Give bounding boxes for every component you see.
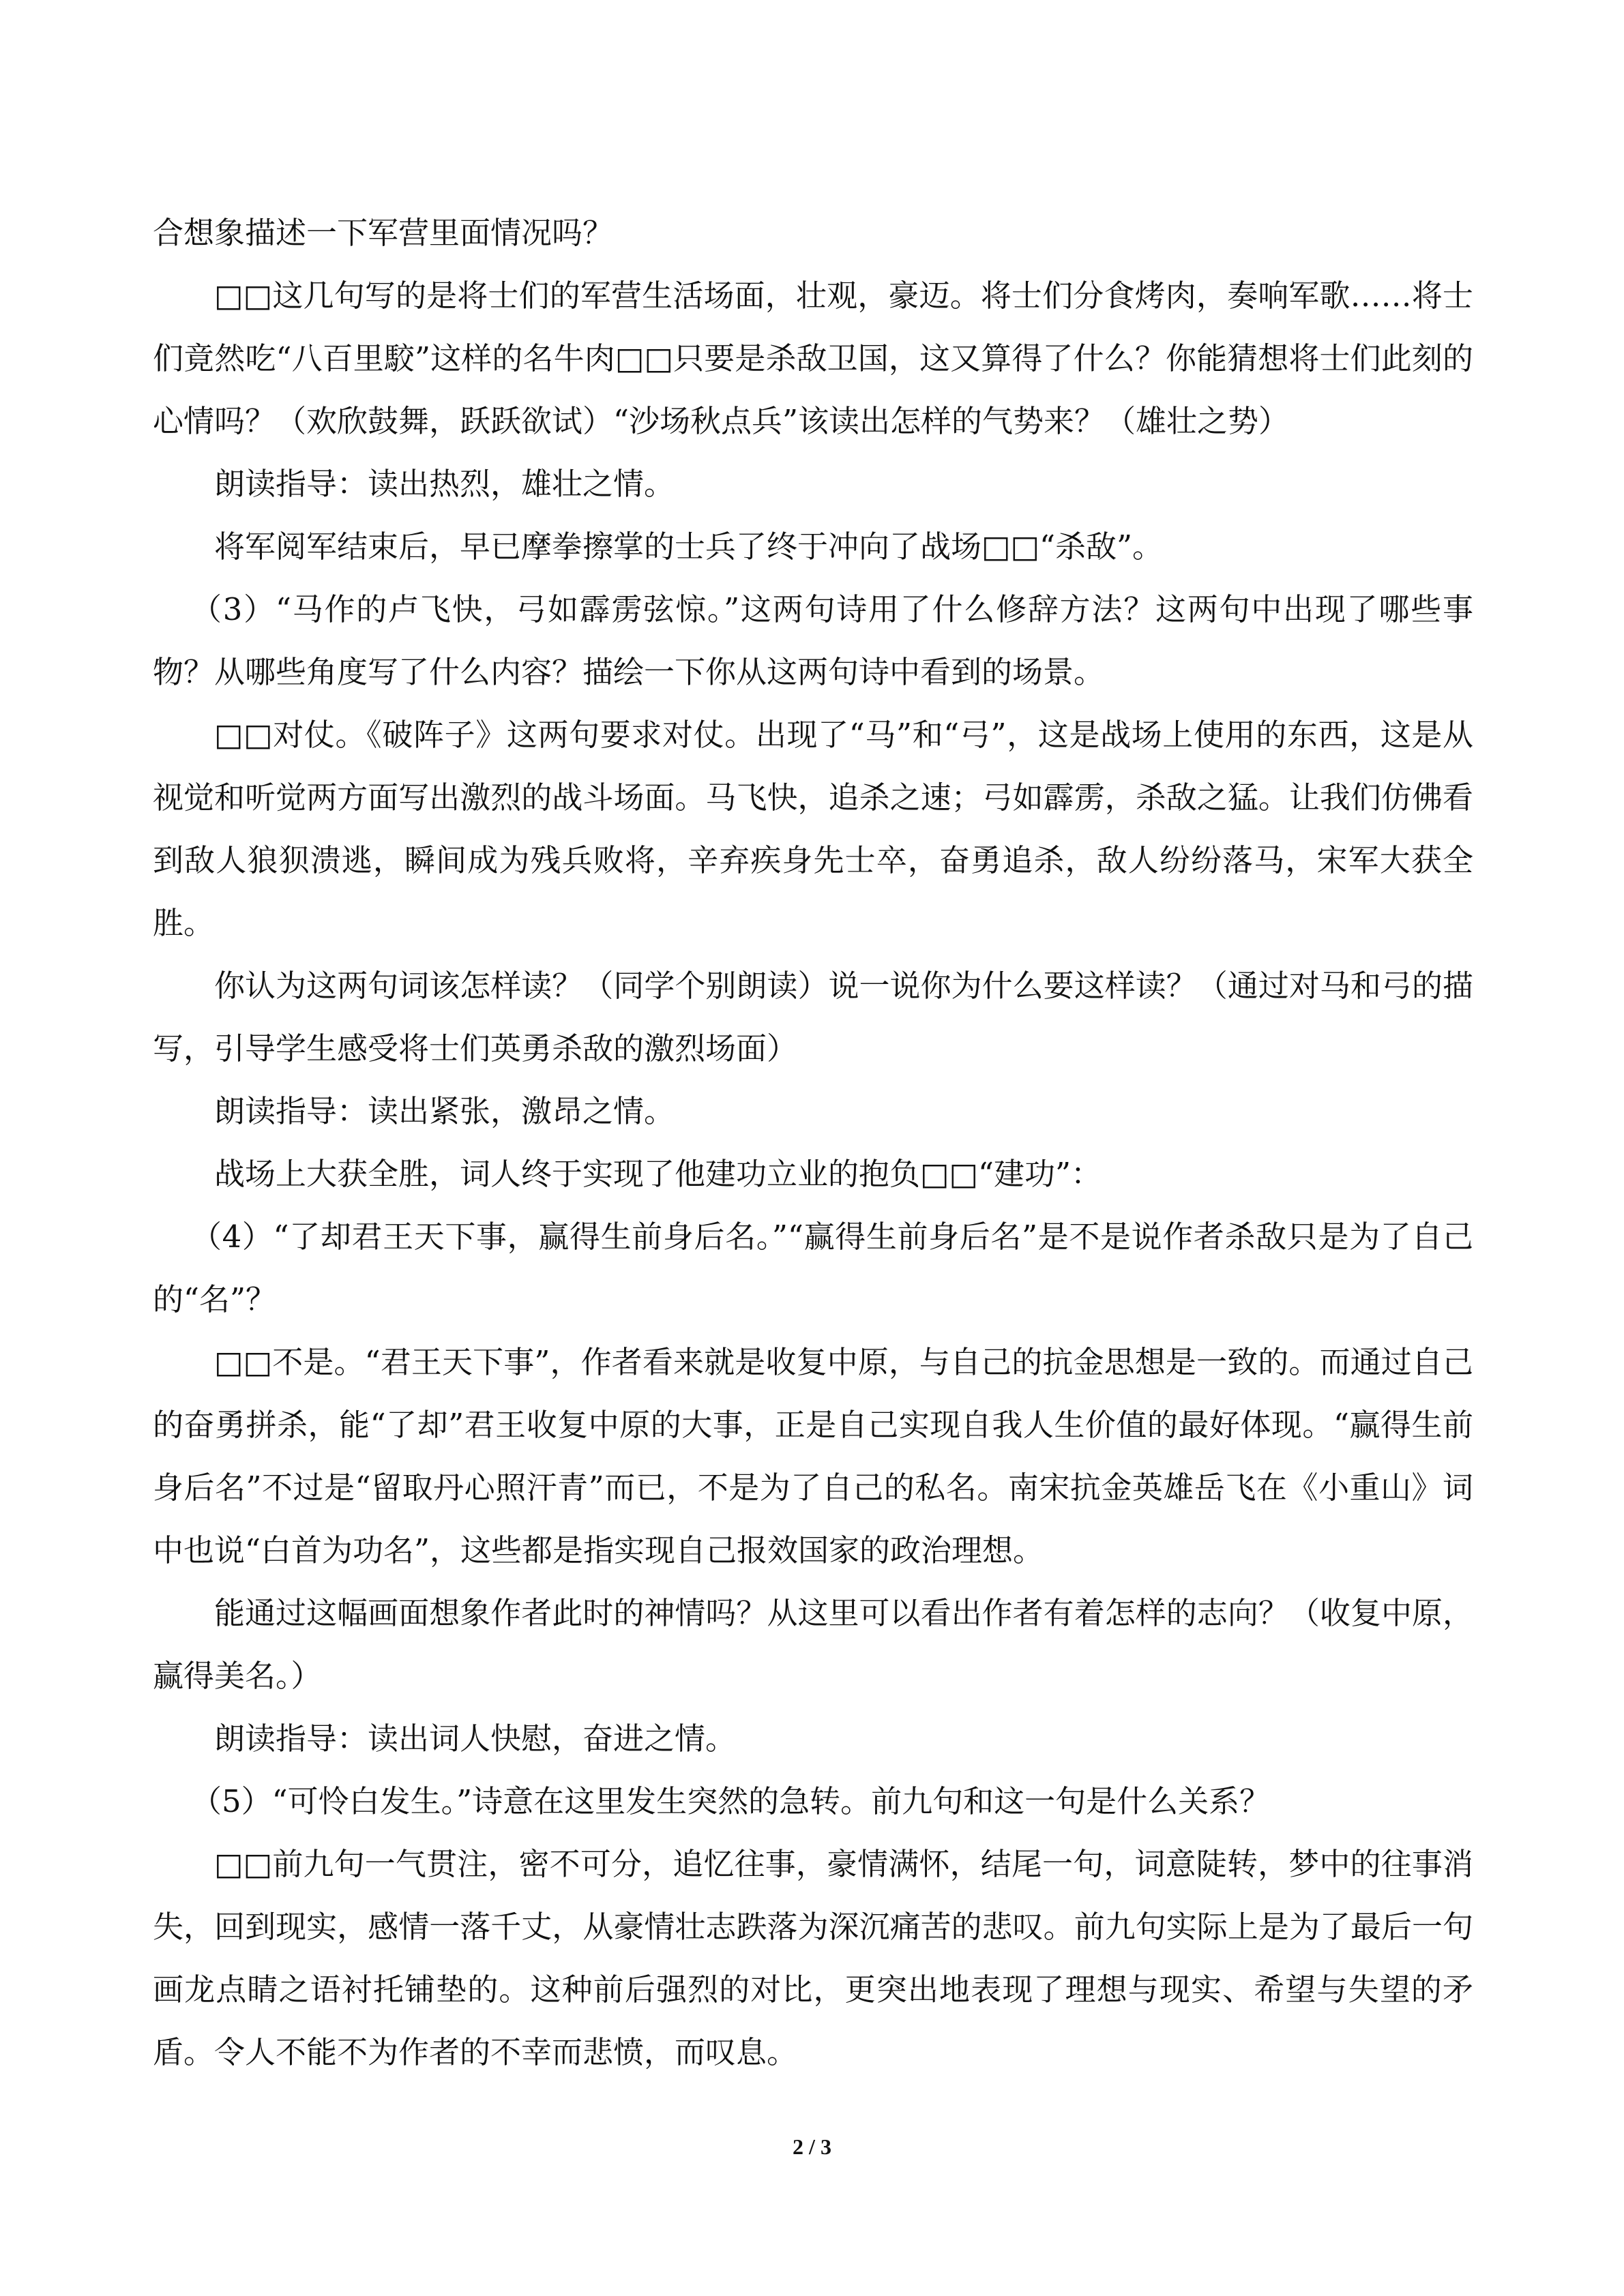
paragraph-reading-guide-3: 朗读指导：读出词人快慰，奋进之情。 <box>214 1720 737 1757</box>
paragraph-ambition-question: 能通过这幅画面想象作者此时的神情吗？从这里可以看出作者有着怎样的志向？（收复中原，赢得美名。） <box>153 1595 1473 1694</box>
paragraph-transition-merit: 战场上大获全胜，词人终于实现了他建功立业的抱负□□“建功”： <box>214 1156 1102 1192</box>
paragraph-answer-antithesis: □□对仗。《破阵子》这两句要求对仗。出现了“马”和“弓”，这是战场上使用的东西，这是从视觉和听觉两方面写出激烈的战斗场面。马飞快，追杀之速；弓如霹雳，杀敌之猛。让我们仿佛看到敌人狼狈溃逃，瞬间成为残兵败将，辛弃疾身先士卒，奋勇追杀，敌人纷纷落马，宋军大获全胜。 <box>153 717 1473 941</box>
paragraph-how-to-read: 你认为这两句词该怎样读？（同学个别朗读）说一说你为什么要这样读？（通过对马和弓的描写，引导学生感受将士们英勇杀敌的激烈场面） <box>153 968 1473 1067</box>
paragraph-reading-guide-1: 朗读指导：读出热烈，雄壮之情。 <box>214 466 675 502</box>
paragraph-transition-kill-enemy: 将军阅军结束后，早已摩拳擦掌的士兵了终于冲向了战场□□“杀敌”。 <box>214 528 1164 565</box>
paragraph-question-5: （5）“可怜白发生。”诗意在这里发生突然的急转。前九句和这一句是什么关系？ <box>191 1783 1271 1819</box>
paragraph-question-3: （3）“马作的卢飞快，弓如霹雳弦惊。”这两句诗用了什么修辞方法？这两句中出现了哪些事物？从哪些角度写了什么内容？描绘一下你从这两句诗中看到的场景。 <box>153 591 1473 690</box>
page-number: 2 / 3 <box>793 2134 831 2159</box>
paragraph-continuation: 合想象描述一下军营里面情况吗？ <box>153 215 614 251</box>
paragraph-answer-contrast: □□前九句一气贯注，密不可分，追忆往事，豪情满怀，结尾一句，词意陡转，梦中的往事消失，回到现实，感情一落千丈，从豪情壮志跌落为深沉痛苦的悲叹。前九句实际上是为了最后一句画龙点睛之语衬托铺垫的。这种前后强烈的对比，更突出地表现了理想与现实、希望与失望的矛盾。令人不能不为作者的不幸而悲愤，而叹息。 <box>153 1846 1473 2070</box>
paragraph-question-4: （4）“了却君王天下事，赢得生前身后名。”“赢得生前身后名”是不是说作者杀敌只是为了自己的“名”？ <box>153 1219 1473 1317</box>
paragraph-answer-camp-life: □□这几句写的是将士们的军营生活场面，壮观，豪迈。将士们分食烤肉，奏响军歌……将士们竟然吃“八百里駮”这样的名牛肉□□只要是杀敌卫国，这又算得了什么？你能猜想将士们此刻的心情吗？（欢欣鼓舞，跃跃欲试）“沙场秋点兵”该读出怎样的气势来？（雄壮之势） <box>153 278 1473 439</box>
paragraph-reading-guide-2: 朗读指导：读出紧张，激昂之情。 <box>214 1093 675 1129</box>
paragraph-answer-fame: □□不是。“君王天下事”，作者看来就是收复中原，与自己的抗金思想是一致的。而通过自己的奋勇拼杀，能“了却”君王收复中原的大事，正是自己实现自我人生价值的最好体现。“赢得生前身后名”不过是“留取丹心照汗青”而已，不是为了自己的私名。南宋抗金英雄岳飞在《小重山》词中也说“白首为功名”，这些都是指实现自己报效国家的政治理想。 <box>153 1344 1473 1568</box>
document-body <box>153 202 1473 2084</box>
